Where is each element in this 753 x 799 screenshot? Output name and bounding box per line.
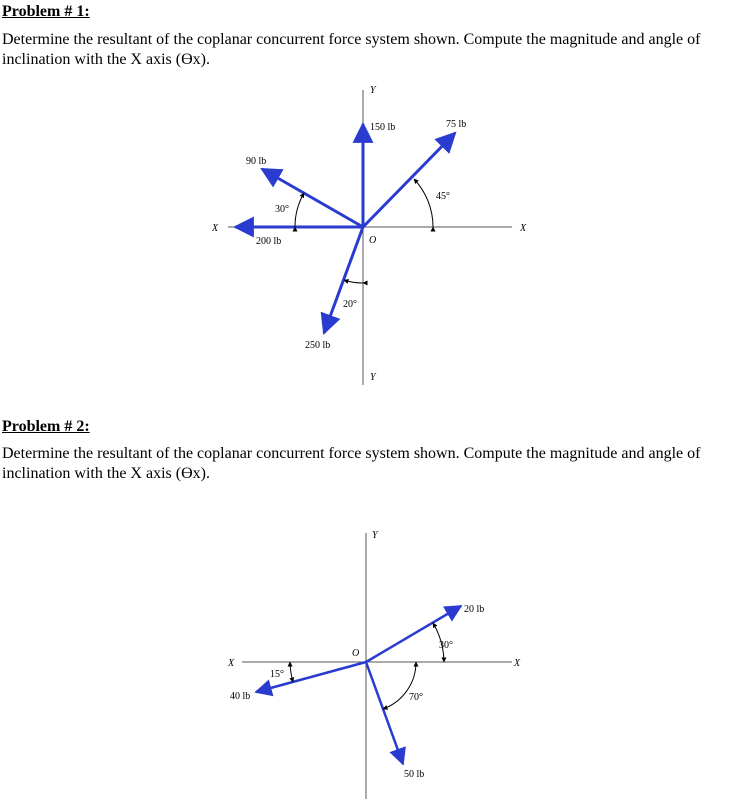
p2-x-left-label: X xyxy=(228,658,235,669)
label-40lb: 40 lb xyxy=(230,691,251,702)
p2-origin-label: O xyxy=(352,648,360,659)
label-200lb: 200 lb xyxy=(256,236,282,247)
label-50lb: 50 lb xyxy=(404,769,425,780)
angle-label-45: 45° xyxy=(436,191,450,202)
angle-arc-15 xyxy=(290,662,293,682)
angle-label-20: 20° xyxy=(343,299,357,310)
angle-label-30: 30° xyxy=(275,204,289,215)
angle-label-70: 70° xyxy=(409,692,423,703)
problem-2-heading: Problem # 2: xyxy=(2,418,90,435)
p1-y-top-label: Y xyxy=(370,85,376,96)
label-90lb: 90 lb xyxy=(246,156,267,167)
p1-x-left-label: X xyxy=(212,223,219,234)
angle-label-30-p2: 30° xyxy=(439,640,453,651)
problem-1-statement: Determine the resultant of the coplanar concurrent force system shown. Compute the magnitude and angle of inclination with the X axis (ϴx). xyxy=(2,31,701,68)
p1-x-right-label: X xyxy=(520,223,527,234)
p2-x-right-label: X xyxy=(514,658,521,669)
problem-2-statement: Determine the resultant of the coplanar concurrent force system shown. Compute the magnitude and angle of inclination with the X axis (ϴx). xyxy=(2,445,701,482)
label-150lb: 150 lb xyxy=(370,122,396,133)
angle-label-15: 15° xyxy=(270,669,284,680)
p1-origin-label: O xyxy=(369,235,377,246)
label-20lb: 20 lb xyxy=(464,604,485,615)
p2-y-top-label: Y xyxy=(372,530,378,541)
problem-1-heading: Problem # 1: xyxy=(2,3,90,20)
p1-y-bottom-label: Y xyxy=(370,372,376,383)
force-50lb-arrow xyxy=(366,662,403,764)
label-250lb: 250 lb xyxy=(305,340,331,351)
label-75lb: 75 lb xyxy=(446,119,467,130)
force-20lb-arrow xyxy=(366,606,461,662)
